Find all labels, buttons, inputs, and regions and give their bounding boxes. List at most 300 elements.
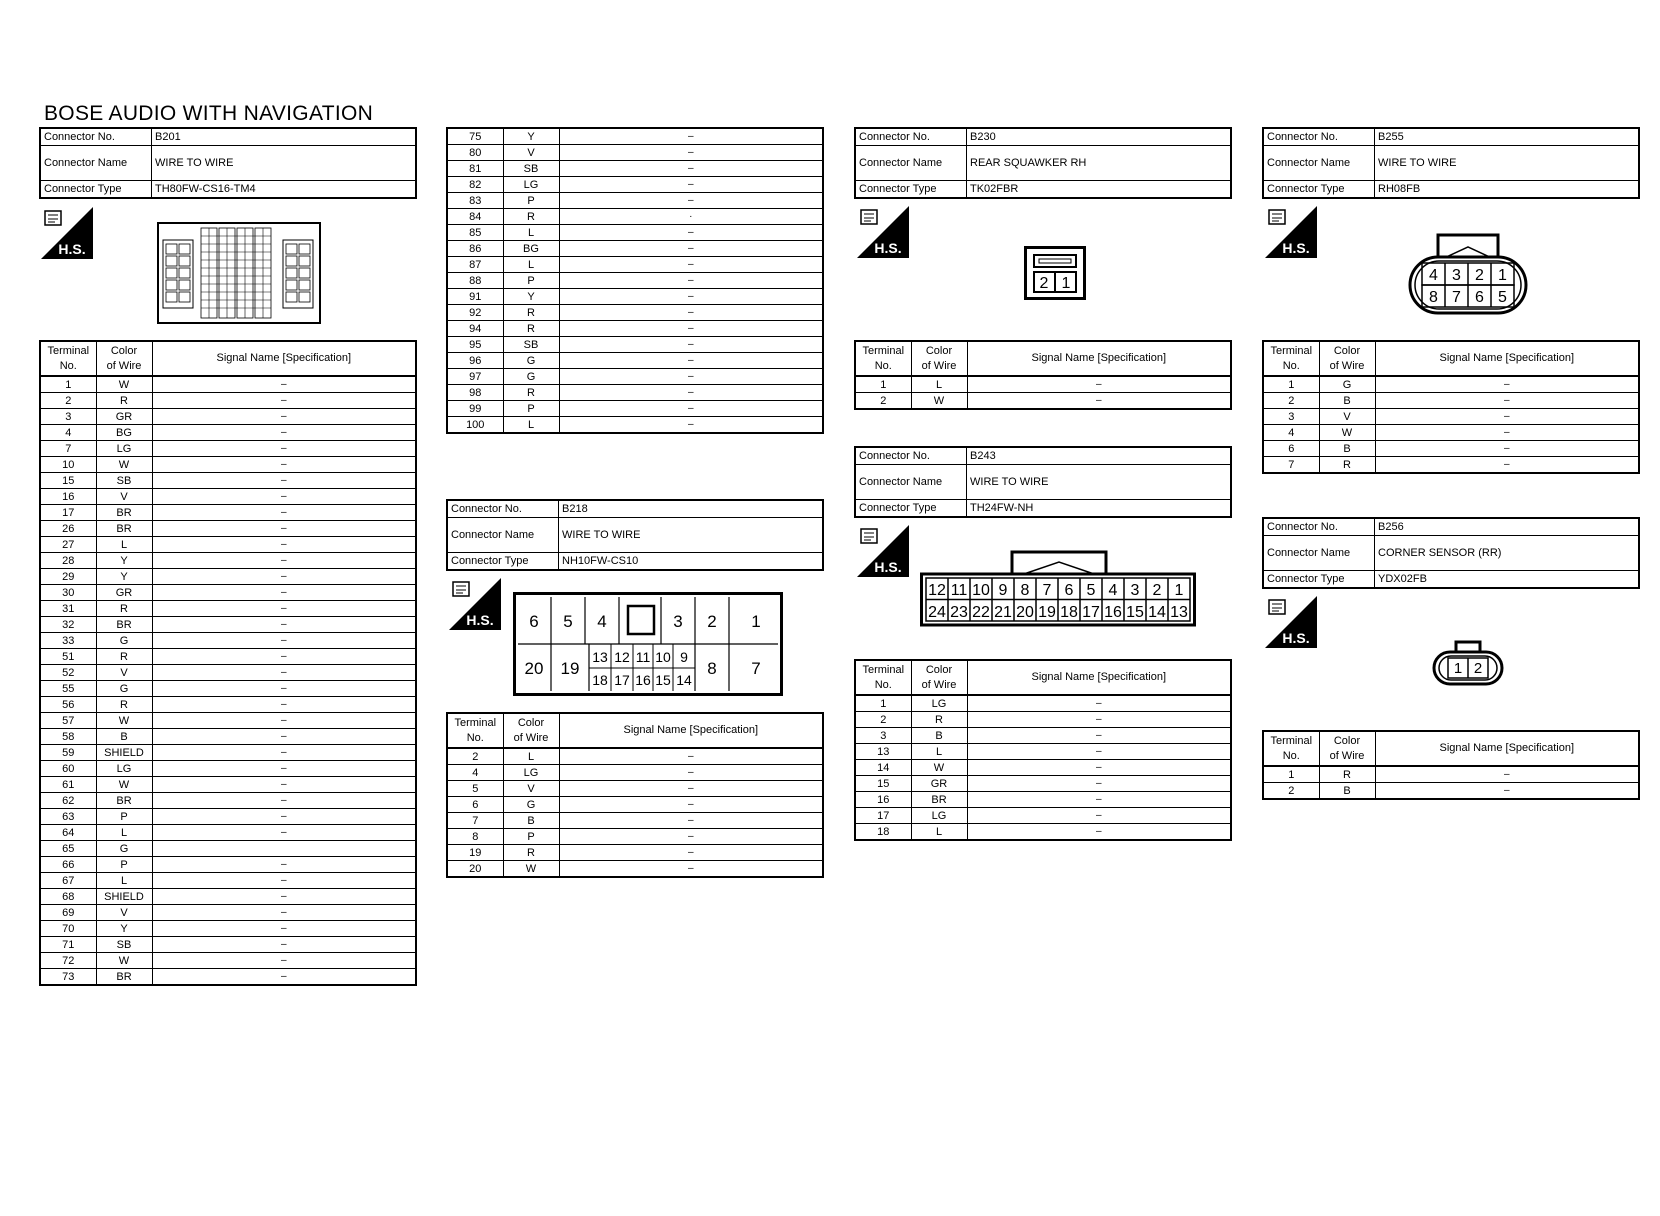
terminal-rows [855,695,1231,840]
wire-color-cell: L [503,417,559,434]
wire-color-cell: GR [96,409,152,425]
connector-type-value: TK02FBR [967,181,1232,199]
terminal-no-cell: 67 [40,873,96,889]
wire-color-cell: V [96,665,152,681]
signal-name-cell: – [1375,376,1639,393]
signal-name-cell: – [152,521,416,537]
terminal-no-cell: 14 [855,760,911,776]
terminal-no-cell: 52 [40,665,96,681]
pin-label: 17 [614,672,630,688]
pin-label: 10 [655,649,671,665]
terminal-no-cell: 84 [447,209,503,225]
pin-label: 19 [560,659,580,678]
signal-name-cell: – [152,953,416,969]
wire-color-cell: V [1319,409,1375,425]
wire-color-cell: R [96,393,152,409]
terminal-no-cell: 98 [447,385,503,401]
signal-name-cell: – [559,337,823,353]
table-row [447,845,823,861]
table-row [447,781,823,797]
terminal-no-header [1263,731,1319,766]
connector-face-b256 [1432,640,1504,686]
pin-label: 2 [1473,660,1483,677]
terminal-no-cell: 19 [447,845,503,861]
wire-color-cell: R [1319,766,1375,783]
signal-name-cell: – [152,873,416,889]
pin-label: 21 [994,604,1012,621]
pin-label: 12 [928,582,946,599]
pin-label: 16 [635,672,651,688]
signal-name-cell: – [559,257,823,273]
terminal-no-cell: 1 [1263,376,1319,393]
wire-color-cell: BG [503,241,559,257]
table-row [447,401,823,417]
terminal-no-cell: 29 [40,569,96,585]
hs-label: H.S. [874,240,902,256]
terminal-no-cell: 33 [40,633,96,649]
pin-label: 11 [950,582,968,599]
wire-color-cell: V [503,145,559,161]
signal-name-cell: – [967,695,1231,712]
connector-type-value: TH24FW-NH [967,500,1232,518]
signal-name-cell: – [152,825,416,841]
table-row [447,305,823,321]
signal-name-cell: – [152,761,416,777]
signal-name-cell: – [967,376,1231,393]
header-line: No. [466,731,484,744]
terminal-no-cell: 1 [40,376,96,393]
signal-name-cell: – [559,401,823,417]
wire-color-cell: P [96,857,152,873]
terminal-no-cell: 81 [447,161,503,177]
wire-color-cell: LG [96,761,152,777]
terminal-no-cell: 13 [855,744,911,760]
signal-name-header: Signal Name [Specification] [1375,341,1639,376]
pin-label: 22 [972,604,990,621]
header-line: Color [517,716,545,729]
terminal-no-cell: 56 [40,697,96,713]
connector-type-label: Connector Type [855,181,967,199]
signal-name-header: Signal Name [Specification] [1375,731,1639,766]
pin-label: 5 [563,612,573,631]
pin-label: 4 [1108,582,1118,599]
terminal-no-header [855,660,911,695]
wire-color-cell: G [96,841,152,857]
header-line: Terminal [47,344,90,357]
pin-label: 7 [751,659,761,678]
wire-color-cell: GR [911,776,967,792]
color-of-wire-header [911,341,967,376]
signal-name-header: Signal Name [Specification] [967,660,1231,695]
signal-name-cell: – [152,889,416,905]
pin-label: 20 [1016,604,1034,621]
signal-name-cell: – [152,777,416,793]
terminal-no-cell: 5 [447,781,503,797]
connector-name-label: Connector Name [1263,146,1375,181]
harness-side-icon [41,207,93,259]
terminal-no-cell: 4 [447,765,503,781]
table-row [40,601,416,617]
table-row [447,225,823,241]
table-row [40,505,416,521]
connector-no-value: B230 [967,128,1232,146]
wire-color-cell: GR [96,585,152,601]
pin-label: 5 [1086,582,1096,599]
harness-side-icon [1265,206,1317,258]
pin-label: 1 [751,612,761,631]
table-row [855,376,1231,393]
signal-name-cell: – [967,712,1231,728]
table-row [1263,393,1639,409]
terminal-no-cell: 66 [40,857,96,873]
header-line: Color [1333,344,1361,357]
terminal-no-header [855,341,911,376]
signal-name-cell: – [559,145,823,161]
signal-name-cell: – [559,417,823,434]
harness-side-icon [1265,596,1317,648]
pin-label: 14 [1148,604,1166,621]
connector-face-b230 [1024,246,1086,300]
connector-type-label: Connector Type [40,181,152,199]
terminal-rows [1263,766,1639,799]
signal-name-cell: – [1375,409,1639,425]
terminal-table-b201-continued [446,127,824,434]
pin-label: 3 [1452,267,1461,284]
wire-color-cell: P [503,401,559,417]
connector-no-value: B255 [1375,128,1640,146]
wire-color-cell: P [503,273,559,289]
table-row [447,177,823,193]
table-row [40,409,416,425]
table-row [447,748,823,765]
terminal-no-cell: 1 [855,695,911,712]
wire-color-cell: R [1319,457,1375,474]
table-row [855,695,1231,712]
table-row [1263,425,1639,441]
terminal-no-cell: 58 [40,729,96,745]
signal-name-cell: – [559,193,823,209]
signal-name-cell: – [1375,393,1639,409]
wire-color-cell: W [911,760,967,776]
connector-name-label: Connector Name [40,146,152,181]
connector-name-value: CORNER SENSOR (RR) [1375,536,1640,571]
wire-color-cell: P [503,829,559,845]
terminal-no-cell: 72 [40,953,96,969]
pin-label: 16 [1104,604,1122,621]
terminal-no-cell: 16 [40,489,96,505]
table-row [1263,441,1639,457]
terminal-no-cell: 26 [40,521,96,537]
signal-name-cell: – [1375,425,1639,441]
signal-name-cell: – [152,457,416,473]
connector-info-b218 [446,499,824,571]
pin-label: 19 [1038,604,1056,621]
header-line: Color [1333,734,1361,747]
table-row [855,776,1231,792]
table-row [855,792,1231,808]
table-row [447,289,823,305]
terminal-no-cell: 20 [447,861,503,878]
terminal-rows [1263,376,1639,473]
connector-info-b201 [39,127,417,199]
wire-color-cell: L [96,537,152,553]
connector-info-b256 [1262,517,1640,589]
terminal-no-cell: 2 [1263,783,1319,800]
table-row [40,825,416,841]
terminal-no-cell: 65 [40,841,96,857]
terminal-no-cell: 6 [1263,441,1319,457]
pin-label: 10 [972,582,990,599]
pin-label: 3 [1130,582,1140,599]
wire-color-cell: SB [96,937,152,953]
signal-name-cell: – [152,681,416,697]
connector-name-value: WIRE TO WIRE [1375,146,1640,181]
terminal-table-b243 [854,659,1232,841]
pin-label: 1 [1061,275,1071,292]
signal-name-cell: – [152,425,416,441]
signal-name-header: Signal Name [Specification] [559,713,823,748]
connector-no-value: B256 [1375,518,1640,536]
color-of-wire-header [1319,731,1375,766]
connector-name-label: Connector Name [855,146,967,181]
wire-color-cell: V [96,489,152,505]
wire-color-cell: SHIELD [96,745,152,761]
terminal-no-cell: 17 [855,808,911,824]
signal-name-cell: – [152,553,416,569]
wire-color-cell: L [911,824,967,841]
terminal-no-cell: 8 [447,829,503,845]
signal-name-cell: – [1375,766,1639,783]
signal-name-cell: – [152,649,416,665]
table-row [40,841,416,857]
connector-no-value: B243 [967,447,1232,465]
terminal-no-cell: 64 [40,825,96,841]
wire-color-cell: R [503,321,559,337]
wire-color-cell: W [96,777,152,793]
signal-name-cell: – [152,489,416,505]
page-title: BOSE AUDIO WITH NAVIGATION [44,102,374,125]
connector-no-value: B201 [152,128,417,146]
color-of-wire-header [503,713,559,748]
table-row [40,857,416,873]
pin-label: 8 [707,659,717,678]
header-line: Color [925,663,953,676]
table-row [447,241,823,257]
signal-name-cell: – [967,728,1231,744]
header-line: Terminal [1270,344,1313,357]
connector-type-value: RH08FB [1375,181,1640,199]
terminal-no-cell: 1 [855,376,911,393]
pin-label: 1 [1498,267,1507,284]
wire-color-cell: SB [96,473,152,489]
connector-no-label: Connector No. [1263,128,1375,146]
signal-name-cell: – [559,225,823,241]
connector-info-b230 [854,127,1232,199]
signal-name-cell: – [559,305,823,321]
signal-name-cell: – [559,748,823,765]
header-line: No. [874,359,892,372]
signal-name-cell: · [559,209,823,225]
table-row [40,553,416,569]
table-row [40,569,416,585]
signal-name-cell: – [559,241,823,257]
hs-label: H.S. [874,559,902,575]
table-row [40,953,416,969]
pin-label: 13 [592,649,608,665]
signal-name-cell: – [967,744,1231,760]
signal-name-cell: – [152,393,416,409]
pin-label: 18 [1060,604,1078,621]
pin-label: 24 [928,604,946,621]
pin-label: 3 [673,612,683,631]
wire-color-cell: W [96,953,152,969]
header-line: Color [925,344,953,357]
header-line: No. [1282,359,1300,372]
table-row [447,813,823,829]
wire-color-cell: Y [96,921,152,937]
table-row [40,376,416,393]
signal-name-cell: – [152,713,416,729]
signal-name-cell: – [559,781,823,797]
signal-name-cell: – [559,321,823,337]
signal-name-cell: – [152,569,416,585]
table-row [40,457,416,473]
pin-label: 1 [1453,660,1463,677]
terminal-rows [447,128,823,433]
terminal-no-cell: 3 [1263,409,1319,425]
wire-color-cell: L [96,825,152,841]
wire-color-cell: R [96,601,152,617]
signal-name-cell: – [559,353,823,369]
terminal-table-b255 [1262,340,1640,474]
header-line: Terminal [1270,734,1313,747]
pin-label: 6 [1064,582,1074,599]
table-row [40,585,416,601]
terminal-no-cell: 97 [447,369,503,385]
table-row [855,712,1231,728]
terminal-no-cell: 61 [40,777,96,793]
header-line: Terminal [862,344,905,357]
connector-name-value: WIRE TO WIRE [559,518,824,553]
table-row [447,337,823,353]
table-row [40,537,416,553]
signal-name-header: Signal Name [Specification] [152,341,416,376]
terminal-table-b201 [39,340,417,986]
connector-no-value: B218 [559,500,824,518]
wire-color-cell: B [1319,783,1375,800]
terminal-no-header [40,341,96,376]
table-row [40,969,416,986]
wire-color-cell: W [96,713,152,729]
signal-name-header: Signal Name [Specification] [967,341,1231,376]
signal-name-cell: – [559,273,823,289]
pin-label: 2 [1475,267,1484,284]
harness-side-icon [857,525,909,577]
terminal-table-b218 [446,712,824,878]
terminal-no-cell: 17 [40,505,96,521]
connector-type-value: YDX02FB [1375,571,1640,589]
table-row [40,937,416,953]
pin-label: 18 [592,672,608,688]
signal-name-cell: – [152,409,416,425]
table-row [40,633,416,649]
table-row [447,145,823,161]
terminal-no-cell: 68 [40,889,96,905]
wire-color-cell: L [911,744,967,760]
terminal-no-cell: 70 [40,921,96,937]
pin-label: 4 [597,612,607,631]
table-row [40,425,416,441]
wire-color-cell: R [96,649,152,665]
connector-no-label: Connector No. [40,128,152,146]
wire-color-cell: R [96,697,152,713]
signal-name-cell: – [559,845,823,861]
hs-label: H.S. [466,612,494,628]
pin-label: 5 [1498,289,1507,306]
signal-name-cell: – [559,829,823,845]
pin-label: 9 [998,582,1008,599]
table-row [1263,376,1639,393]
table-row [447,797,823,813]
connector-type-label: Connector Type [447,553,559,571]
harness-side-icon [449,578,501,630]
pin-label: 15 [1126,604,1144,621]
table-row [40,697,416,713]
terminal-no-cell: 55 [40,681,96,697]
wire-color-cell: V [96,905,152,921]
pin-label: 13 [1170,604,1188,621]
terminal-no-cell: 92 [447,305,503,321]
connector-name-label: Connector Name [447,518,559,553]
table-row [40,489,416,505]
terminal-no-header [1263,341,1319,376]
connector-info-b255 [1262,127,1640,199]
table-row [40,745,416,761]
pin-label: 8 [1020,582,1030,599]
table-row [447,193,823,209]
terminal-no-cell: 3 [855,728,911,744]
pin-label: 7 [1042,582,1052,599]
connector-no-label: Connector No. [855,128,967,146]
terminal-no-cell: 2 [1263,393,1319,409]
connector-type-value: NH10FW-CS10 [559,553,824,571]
wire-color-cell: BR [96,969,152,986]
hs-label: H.S. [58,241,86,257]
wire-color-cell: R [503,385,559,401]
table-row [855,393,1231,410]
terminal-no-cell: 4 [40,425,96,441]
wire-color-cell: R [503,845,559,861]
connector-no-label: Connector No. [855,447,967,465]
pin-label: 23 [950,604,968,621]
table-row [855,808,1231,824]
wire-color-cell: LG [911,808,967,824]
wire-color-cell: Y [503,128,559,145]
pin-label: 14 [676,672,692,688]
wire-color-cell: Y [503,289,559,305]
connector-name-value: WIRE TO WIRE [152,146,417,181]
signal-name-cell: – [152,633,416,649]
pin-label: 6 [529,612,539,631]
signal-name-cell: – [152,537,416,553]
signal-name-cell: – [559,177,823,193]
table-row [447,321,823,337]
table-row [40,617,416,633]
connector-name-label: Connector Name [855,465,967,500]
color-of-wire-header [96,341,152,376]
terminal-no-cell: 2 [447,748,503,765]
terminal-no-cell: 7 [40,441,96,457]
